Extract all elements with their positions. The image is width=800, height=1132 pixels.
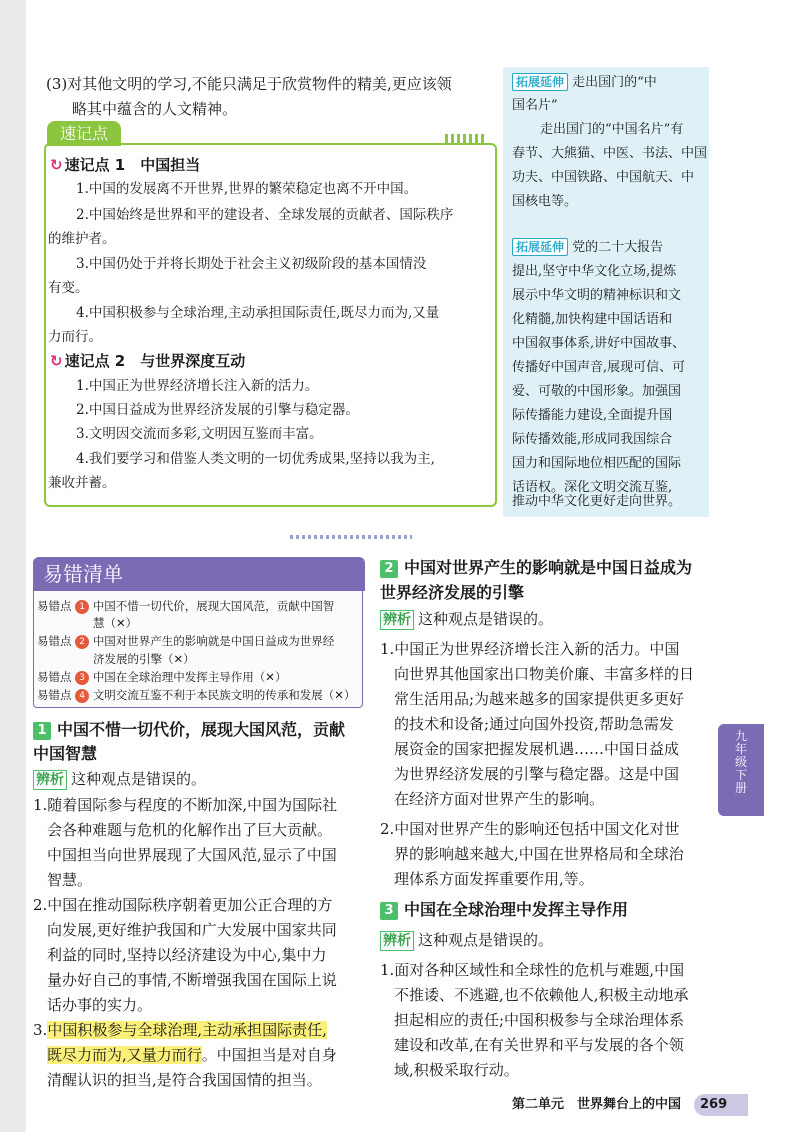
speed-point-1-line: 1.中国的发展离不开世界,世界的繁荣稳定也离不开中国。 [76, 181, 418, 197]
speed-point-1-line: 的维护者。 [48, 231, 116, 247]
speed-point-1-line: 2.中国始终是世界和平的建设者、全球发展的贡献者、国际秩序 [76, 207, 454, 223]
error-list-title: 易错清单 [33, 557, 365, 591]
section-2-line: 在经济方面对世界产生的影响。 [394, 790, 605, 808]
error-item-cont: 济发展的引擎（✕） [93, 652, 195, 666]
section-3-line: 担起相应的责任;中国积极参与全球治理体系 [394, 1011, 685, 1029]
section-2-line: 界的影响越来越大,中国在世界格局和全球治 [394, 845, 684, 863]
speed-point-1-line: 3.中国仍处于并将长期处于社会主义初级阶段的基本国情没 [76, 256, 427, 272]
analysis-tag: 辨析 [33, 770, 67, 790]
divider-dots [290, 535, 412, 539]
extension-1-line: 走出国门的“中国名片”有 [540, 122, 684, 137]
section-1-title: 1 中国不惜一切代价，展现大国风范，贡献 [33, 717, 345, 743]
section-1-line: 量办好自己的事情,不断增强我国在国际上说 [47, 971, 337, 989]
page-gutter [0, 0, 26, 1132]
speed-point-2-title: ↻ 速记点 2 与世界深度互动 [50, 352, 246, 370]
intro-line-2: 略其中蕴含的人文精神。 [72, 100, 238, 118]
section-2-line: 常生活用品;为越来越多的国家提供更多更好 [394, 690, 685, 708]
speed-point-2-line: 1.中国正为世界经济增长注入新的活力。 [76, 378, 319, 394]
extension-1-line: 国核电等。 [512, 194, 578, 209]
section-1-line: 1.随着国际参与程度的不断加深,中国为国际社 [33, 796, 338, 814]
section-1-line: 话办事的实力。 [47, 996, 153, 1014]
page-number: 269 [694, 1094, 748, 1116]
analysis-tag: 辨析 [380, 610, 414, 630]
speed-point-2-line: 4.我们要学习和借鉴人类文明的一切优秀成果,坚持以我为主, [76, 451, 435, 467]
extension-2-line: 爱、可敬的中国形象。加强国 [512, 384, 682, 399]
section-2-line: 的技术和设备;通过向国外投资,帮助急需发 [394, 715, 674, 733]
section-3-title: 3 中国在全球治理中发挥主导作用 [380, 897, 628, 923]
speed-point-1-line: 有变。 [48, 280, 89, 296]
extension-tag: 拓展延伸 [512, 238, 568, 256]
section-3-line: 域,积极采取行动。 [394, 1061, 519, 1079]
section-1-line: 利益的同时,坚持以经济建设为中心,集中力 [47, 946, 327, 964]
section-3-line: 1.面对各种区域性和全球性的危机与难题,中国 [380, 961, 685, 979]
section-1-line: 向发展,更好维护我国和广大发展中国家共同 [47, 921, 337, 939]
section-1-analysis: 辨析 这种观点是错误的。 [33, 767, 206, 791]
extension-2-line: 化精髓,加快构建中国话语和 [512, 312, 673, 327]
extension-tag: 拓展延伸 [512, 73, 568, 91]
speed-point-1-title: ↻ 速记点 1 中国担当 [50, 156, 201, 174]
error-item: 易错点 2 中国对世界产生的影响就是中国日益成为世界经 [37, 634, 335, 648]
extension-1-header: 拓展延伸 走出国门的“中 [512, 71, 702, 95]
extension-1-line: 春节、大熊猫、中医、书法、中国 [512, 146, 708, 161]
error-item-cont: 慧（✕） [93, 616, 138, 630]
section-2-line: 为世界经济发展的引擎与稳定器。这是中国 [394, 765, 680, 783]
extension-2-line: 国力和国际地位相匹配的国际 [512, 456, 682, 471]
section-1-line: 清醒认识的担当,是符合我国国情的担当。 [47, 1071, 322, 1089]
error-item: 易错点 4 文明交流互鉴不利于本民族文明的传承和发展（✕） [37, 688, 356, 702]
extension-2-line: 传播好中国声音,展现可信、可 [512, 360, 686, 375]
section-2-line: 1.中国正为世界经济增长注入新的活力。中国 [380, 640, 680, 658]
section-1-line: 会各种难题与危机的化解作出了巨大贡献。 [47, 821, 333, 839]
section-1-line: 2.中国在推动国际秩序朝着更加公正合理的方 [33, 896, 333, 914]
section-2-line: 展资金的国家把握发展机遇……中国日益成 [394, 740, 680, 758]
decorative-dots [445, 134, 485, 144]
analysis-tag: 辨析 [380, 931, 414, 951]
section-2-title-cont: 世界经济发展的引擎 [380, 583, 525, 602]
speed-point-2-line: 2.中国日益成为世界经济发展的引擎与稳定器。 [76, 402, 359, 418]
highlight-text: 既尽力而为,又量力而行 [47, 1046, 202, 1064]
speed-point-1-line: 力而行。 [48, 329, 102, 345]
error-item: 易错点 1 中国不惜一切代价，展现大国风范，贡献中国智 [37, 599, 335, 613]
speed-notes-tab: 速记点 [47, 121, 121, 146]
extension-2-line: 中国叙事体系,讲好中国故事、 [512, 336, 686, 351]
refresh-icon: ↻ [50, 352, 63, 370]
highlight-text: 中国积极参与全球治理,主动承担国际责任, [47, 1021, 327, 1039]
refresh-icon: ↻ [50, 156, 63, 174]
extension-2-line: 际传播能力建设,全面提升国 [512, 408, 673, 423]
extension-2-header: 拓展延伸 党的二十大报告 [512, 236, 702, 260]
extension-1-line: 功夫、中国铁路、中国航天、中 [512, 170, 695, 185]
section-2-analysis: 辨析 这种观点是错误的。 [380, 607, 553, 631]
intro-line-1: (3)对其他文明的学习,不能只满足于欣赏物件的精美,更应该领 [46, 75, 452, 93]
section-3-analysis: 辨析 这种观点是错误的。 [380, 928, 553, 952]
section-2-title: 2 中国对世界产生的影响就是中国日益成为 [380, 555, 692, 581]
section-2-line: 向世界其他国家出口物美价廉、丰富多样的日 [394, 665, 695, 683]
section-2-line: 2.中国对世界产生的影响还包括中国文化对世 [380, 820, 680, 838]
extension-1-header-cont: 国名片” [512, 98, 558, 113]
section-3-line: 建设和改革,在有关世界和平与发展的各个领 [394, 1036, 684, 1054]
speed-point-2-line: 兼收并蓄。 [48, 475, 116, 491]
section-1-line-highlight: 既尽力而为,又量力而行。中国担当是对自身 [47, 1046, 337, 1064]
section-1-line-highlight: 3.中国积极参与全球治理,主动承担国际责任, [33, 1021, 327, 1039]
error-item: 易错点 3 中国在全球治理中发挥主导作用（✕） [37, 670, 287, 684]
speed-point-1-line: 4.中国积极参与全球治理,主动承担国际责任,既尽力而为,又量 [76, 305, 440, 321]
extension-2-line: 推动中华文化更好走向世界。 [512, 494, 682, 509]
extension-2-line: 提出,坚守中华文化立场,提炼 [512, 264, 677, 279]
extension-2-line: 际传播效能,形成同我国综合 [512, 432, 673, 447]
section-1-line: 智慧。 [47, 871, 93, 889]
unit-footer: 第二单元 世界舞台上的中国 [512, 1097, 682, 1112]
speed-point-2-line: 3.文明因交流而多彩,文明因互鉴而丰富。 [76, 426, 323, 442]
section-1-line: 中国担当向世界展现了大国风范,显示了中国 [47, 846, 337, 864]
extension-2-line: 展示中华文明的精神标识和文 [512, 288, 682, 303]
grade-tab: 九 年 级 下 册 [718, 724, 764, 816]
extension-2-line: 话语权。深化文明交流互鉴, [512, 480, 673, 495]
section-2-line: 理体系方面发挥重要作用,等。 [394, 870, 594, 888]
section-1-title-cont: 中国智慧 [33, 744, 98, 763]
section-3-line: 不推诿、不逃避,也不依赖他人,积极主动地承 [394, 986, 689, 1004]
